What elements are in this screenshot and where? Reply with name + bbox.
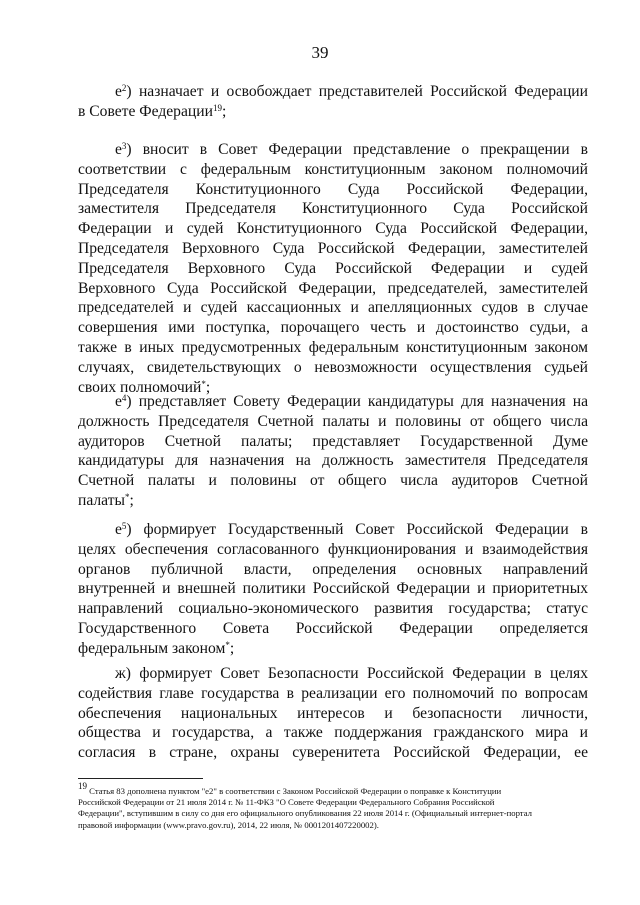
footnote-line: Федерации", вступившим в силу со дня его официального опубликования 22 июля 2014 г. (Официальный интернет-портал <box>78 808 532 819</box>
text-line: $е^3$) вносит в Совет Федерации представление о прекращении в <box>115 141 588 158</box>
text-line: в Совете Федерации$^{19}$; <box>78 102 227 120</box>
footnote-reference: * <box>201 378 206 389</box>
page-number: 39 <box>311 43 329 62</box>
text-line: Верховного Суда Российской Федерации, председателей, заместителей <box>78 279 588 297</box>
paragraph-e3 <box>78 140 588 397</box>
text-line: $е^5$) формирует Государственный Совет Российской Федерации в <box>115 521 588 538</box>
text-line: также в иных предусмотренных федеральным конституционным законом <box>78 338 588 356</box>
paragraph-e2 <box>78 82 588 122</box>
text-line: совершения ими поступка, порочащего честь и достоинство судьи, а <box>78 319 588 337</box>
text-line: Счетной палаты и половины от общего числа аудиторов Счетной <box>78 472 588 490</box>
footnote-line: Российской Федерации от 21 июля 2014 г. № 11-ФКЗ "О Совете Федерации Федерального Собрания Российской <box>78 797 495 808</box>
text-line: внутренней и внешней политики Российской Федерации и приоритетных <box>78 580 588 598</box>
footnote-number: 19 <box>78 781 87 792</box>
text-line: Федерации и судей Конституционного Суда Российской Федерации, <box>78 220 588 238</box>
text-line: общества и государства, а также поддержания гражданского мира и <box>78 724 588 742</box>
text-line: $е^4$) представляет Совету Федерации кандидатуры для назначения на <box>115 393 588 410</box>
text-line: соответствии с федеральным конституционным законом полномочий <box>78 160 588 178</box>
text-line: Председателя Конституционного Суда Российской Федерации, <box>78 180 588 198</box>
text-line: согласия в стране, охраны суверенитета Российской Федерации, ее <box>78 744 588 762</box>
text-line: направлений социально-экономического развития государства; статус <box>78 600 588 618</box>
text-line: заместителя Председателя Конституционного Суда Российской <box>78 200 588 218</box>
footnote-reference: 19 <box>212 102 222 113</box>
paragraph-e5 <box>78 520 588 659</box>
footnote-line: $^{19}$ Статья 83 дополнена пунктом "е2" в соответствии с Законом Российской Федерации о поправке к Конституции <box>78 781 502 796</box>
text-line: целях обеспечения согласованного функционирования и взаимодействия <box>78 540 588 558</box>
text-line: органов публичной власти, определения основных направлений <box>78 560 588 578</box>
text-line: содействия главе государства в реализации его полномочий по вопросам <box>78 684 588 702</box>
text-line: своих полномочий*; <box>78 378 211 396</box>
text-line: должность Председателя Счетной палаты и половины от общего числа <box>78 412 588 430</box>
text-line: палаты*; <box>78 491 134 509</box>
text-line: $е^2$) назначает и освобождает представителей Российской Федерации <box>115 83 588 100</box>
text-line: федеральным законом*; <box>78 639 235 657</box>
text-line: аудиторов Счетной палаты; представляет Государственной Думе <box>78 432 588 450</box>
paragraph-e4 <box>78 392 588 511</box>
text-line: Государственного Совета Российской Федерации определяется <box>78 619 588 637</box>
footnote-divider <box>78 778 203 779</box>
paragraph-zh <box>78 664 588 763</box>
footnote-reference: * <box>125 492 130 503</box>
footnote <box>78 781 588 831</box>
text-line: обеспечения национальных интересов и безопасности личности, <box>78 704 588 722</box>
text-line: ж) формирует Совет Безопасности Российской Федерации в целях <box>115 665 588 682</box>
footnote-reference: * <box>225 639 230 650</box>
text-line: случаях, свидетельствующих о невозможности осуществления судьей <box>78 358 588 376</box>
footnote-line: правовой информации (www.pravo.gov.ru), 2014, 22 июля, № 0001201407220002). <box>78 819 379 830</box>
text-line: Председателя Верховного Суда Российской Федерации и судей <box>78 259 588 277</box>
text-line: кандидатуры для назначения на должность заместителя Председателя <box>78 452 588 470</box>
text-line: Председателя Верховного Суда Российской Федерации, заместителей <box>78 239 588 257</box>
text-line: председателей и судей кассационных и апелляционных судов в случае <box>78 299 588 317</box>
